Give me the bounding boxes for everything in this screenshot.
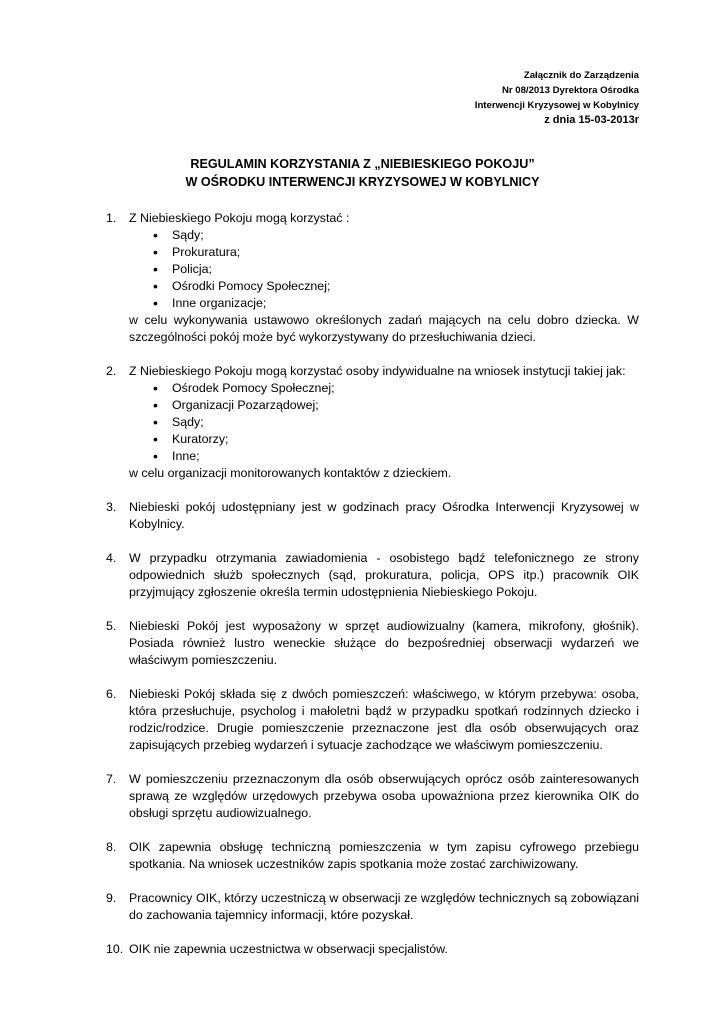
header-line-2: Nr 08/2013 Dyrektora Ośrodka bbox=[501, 85, 639, 96]
rule-text: Niebieski pokój udostępniany jest w godzinach pracy Ośrodka Interwencji Kryzysowej w Kobylnicy. bbox=[129, 500, 639, 531]
header-line-3: Interwencji Kryzysowej w Kobylnicy bbox=[474, 100, 639, 111]
rule-text: Pracownicy OIK, którzy uczestniczą w obserwacji ze względów technicznych są zobowiązani do zachowania tajemnicy informacji, które pozyskał. bbox=[129, 891, 639, 922]
rule-text: OIK zapewnia obsługę techniczną pomieszczenia w tym zapisu cyfrowego przebiegu spotkania. Na wniosek uczestników zapis spotkania może zostać zarchiwizowany. bbox=[129, 840, 639, 871]
rule-item bbox=[106, 363, 639, 482]
rule-number: 7. bbox=[106, 772, 117, 786]
rule-intro: Z Niebieskiego Pokoju mogą korzystać osoby indywidualne na wniosek instytucji takiej jak: bbox=[129, 364, 626, 378]
bullet-item: • Inne organizacje; bbox=[129, 295, 639, 312]
header-line-1: Załącznik do Zarządzenia bbox=[523, 70, 639, 81]
bullet-item: • Kuratorzy; bbox=[129, 431, 639, 448]
rule-item bbox=[106, 550, 639, 601]
rule-text: W pomieszczeniu przeznaczonym dla osób obserwujących oprócz osób zainteresowanych sprawą ze względów urzędowych przebywa osoba upoważniona przez kierownika OIK do obsługi sprzętu audiowizualnego. bbox=[129, 772, 639, 820]
rule-text: Niebieski Pokój składa się z dwóch pomieszczeń: właściwego, w którym przebywa: osoba, która przesłuchuje, psycholog i małoletni bądź w przypadku spotkań rodzinnych dziecko i rodzic/rodzice. Drugie pomieszczenie przeznaczone jest dla osób obserwujących oraz zapisujących przebieg wydarzeń i sytuacje zachodzące we właściwym pomieszczeniu. bbox=[129, 687, 639, 752]
bullet-item: • Organizacji Pozarządowej; bbox=[129, 397, 639, 414]
bullet-item: • Inne; bbox=[129, 448, 639, 465]
rule-item bbox=[106, 499, 639, 533]
rules-list bbox=[106, 210, 639, 975]
bullet-item: • Sądy; bbox=[129, 414, 639, 431]
rule-text: W przypadku otrzymania zawiadomienia - osobistego bądź telefonicznego ze strony odpowiednich służb społecznych (sąd, prokuratura, policja, OPS itp.) pracownik OIK przyjmujący zgłoszenie określa termin udostępnienia Niebieskiego Pokoju. bbox=[129, 551, 639, 599]
bullet-list bbox=[129, 227, 639, 312]
rule-number: 4. bbox=[106, 551, 117, 565]
rule-item bbox=[106, 210, 639, 346]
bullet-item: • Sądy; bbox=[129, 227, 639, 244]
rule-item bbox=[106, 890, 639, 924]
rule-number: 5. bbox=[106, 619, 117, 633]
title-line-2: W OŚRODKU INTERWENCJI KRYZYSOWEJ W KOBYLNICY bbox=[185, 175, 540, 189]
rule-outro: w celu wykonywania ustawowo określonych zadań mających na celu dobro dziecka. W szczególności pokój może być wykorzystywany do przesłuchiwania dzieci. bbox=[129, 313, 639, 344]
bullet-item: • Ośrodki Pomocy Społecznej; bbox=[129, 278, 639, 295]
rule-number: 2. bbox=[106, 364, 117, 378]
bullet-item: • Policja; bbox=[129, 261, 639, 278]
title-line-1: REGULAMIN KORZYSTANIA Z „NIEBIESKIEGO POKOJU” bbox=[190, 157, 535, 171]
bullet-list bbox=[129, 380, 639, 465]
rule-number: 8. bbox=[106, 840, 117, 854]
rule-item bbox=[106, 941, 639, 958]
rule-number: 6. bbox=[106, 687, 117, 701]
rule-text: OIK nie zapewnia uczestnictwa w obserwacji specjalistów. bbox=[129, 942, 448, 956]
rule-item bbox=[106, 839, 639, 873]
bullet-item: • Ośrodek Pomocy Społecznej; bbox=[129, 380, 639, 397]
rule-number: 3. bbox=[106, 500, 117, 514]
rule-number: 1. bbox=[106, 211, 117, 225]
header-date: z dnia 15-03-2013r bbox=[544, 114, 639, 126]
rule-number: 9. bbox=[106, 891, 117, 905]
rule-outro: w celu organizacji monitorowanych kontaktów z dzieckiem. bbox=[129, 466, 452, 480]
rule-item bbox=[106, 771, 639, 822]
rule-text: Niebieski Pokój jest wyposażony w sprzęt audiowizualny (kamera, mikrofony, głośnik). Posiada również lustro weneckie służące do bezpośredniej obserwacji wydarzeń we właściwym pomieszczeniu. bbox=[129, 619, 639, 667]
rule-item bbox=[106, 618, 639, 669]
document-title bbox=[90, 155, 635, 191]
bullet-item: • Prokuratura; bbox=[129, 244, 639, 261]
rule-number: 10. bbox=[106, 942, 124, 956]
rule-item bbox=[106, 686, 639, 754]
rule-intro: Z Niebieskiego Pokoju mogą korzystać : bbox=[129, 211, 350, 225]
attachment-header bbox=[475, 68, 639, 128]
